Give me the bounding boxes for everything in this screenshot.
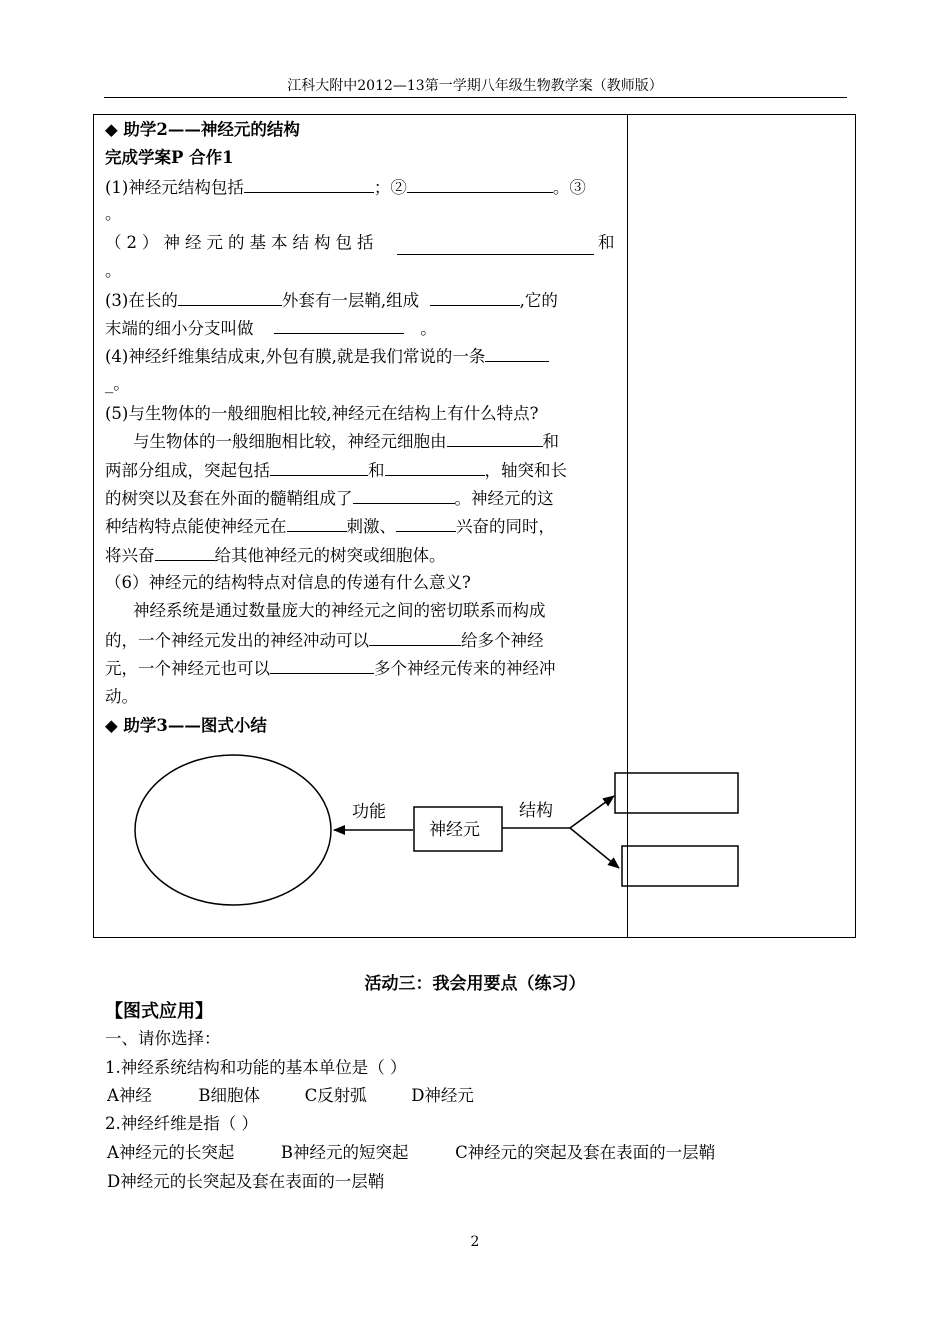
section-heading-neuron-structure: ◆ 助学2——神经元的结构 — [105, 120, 300, 139]
q3-text: ,它的 — [519, 291, 558, 310]
page-header: 江科大附中2012—13第一学期八年级生物教学案（教师版） — [287, 78, 663, 94]
q6-text: 给多个神经 — [461, 631, 544, 650]
q5-text: 和 — [368, 461, 385, 480]
section-heading-diagram-summary: ◆ 助学3——图式小结 — [105, 716, 267, 735]
option-b[interactable]: B神经元的短突起 — [280, 1143, 409, 1162]
question-2 — [105, 232, 379, 254]
practice-heading: 【图式应用】 — [105, 1001, 213, 1022]
option-a[interactable]: A神经元的长突起 — [107, 1143, 235, 1162]
answer-blank[interactable] — [396, 515, 456, 532]
q5-text: 和 — [542, 432, 559, 451]
answer-blank[interactable] — [270, 459, 368, 476]
option-a[interactable]: A神经 — [107, 1086, 152, 1105]
answer-5-line1 — [133, 430, 559, 453]
answer-blank[interactable] — [485, 345, 549, 362]
question-3 — [105, 289, 558, 312]
question-stem: 2.神经纤维是指（ ） — [105, 1114, 258, 1133]
answer-blank[interactable] — [369, 629, 461, 646]
option-b[interactable]: B细胞体 — [198, 1086, 261, 1105]
table-column-divider — [627, 114, 628, 938]
answer-blank[interactable] — [270, 657, 374, 674]
question-stem: 1.神经系统结构和功能的基本单位是（ ） — [105, 1058, 407, 1077]
answer-6-line3 — [105, 657, 556, 680]
header-rule — [104, 97, 847, 98]
answer-blank[interactable] — [274, 317, 404, 334]
function-label: 功能 — [352, 802, 386, 822]
answer-blank[interactable] — [430, 289, 520, 306]
answer-5-line4 — [105, 515, 555, 538]
answer-blank[interactable] — [244, 176, 374, 193]
answer-blank[interactable] — [353, 487, 455, 504]
question-1-end: 。 — [105, 204, 122, 223]
question-4 — [105, 345, 549, 368]
q5-text: 两部分组成，突起包括 — [105, 461, 270, 480]
answer-blank[interactable] — [385, 459, 485, 476]
answer-blank[interactable] — [178, 289, 282, 306]
page-number: 2 — [470, 1234, 480, 1250]
q6-text: 的，一个神经元发出的神经冲动可以 — [105, 631, 369, 650]
q5-text: 给其他神经元的树突或细胞体。 — [214, 546, 446, 565]
answer-5-line5 — [105, 544, 446, 567]
q1-text: ；② — [373, 178, 407, 197]
structure-label: 结构 — [519, 801, 553, 821]
question-4-end: _。 — [105, 374, 130, 393]
q5-text: 的树突以及套在外面的髓鞘组成了 — [105, 489, 353, 508]
q3-text: (3)在长的 — [105, 291, 178, 310]
q5-text: 种结构特点能使神经元在 — [105, 517, 287, 536]
answer-6-line1: 神经系统是通过数量庞大的神经元之间的密切联系而构成 — [133, 601, 546, 620]
q4-text: (4)神经纤维集结成束,外包有膜,就是我们常说的一条 — [105, 347, 486, 366]
answer-blank[interactable] — [287, 515, 347, 532]
option-list — [107, 1142, 715, 1164]
answer-blank[interactable] — [447, 430, 543, 447]
option-d[interactable]: D神经元 — [411, 1086, 474, 1105]
question-2-end: 。 — [105, 261, 122, 280]
question-5: (5)与生物体的一般细胞相比较,神经元在结构上有什么特点? — [105, 404, 539, 423]
q3-text: 末端的细小分支叫做 — [105, 319, 254, 338]
q3-text: 。 — [420, 319, 437, 338]
q5-text: 兴奋的同时， — [456, 517, 555, 536]
answer-blank[interactable] — [397, 238, 594, 255]
q5-text: 。神经元的这 — [454, 489, 554, 508]
q5-text: 刺激、 — [346, 517, 396, 536]
section-subheading: 完成学案P 合作1 — [105, 148, 234, 167]
activity-title: 活动三：我会用要点（练习） — [364, 974, 586, 994]
q6-text: 元，一个神经元也可以 — [105, 659, 270, 678]
practice-intro: 一、请你选择： — [105, 1029, 221, 1048]
option-d[interactable]: D神经元的长突起及套在表面的一层鞘 — [107, 1172, 385, 1191]
option-c[interactable]: C神经元的突起及套在表面的一层鞘 — [455, 1143, 716, 1162]
answer-5-line3 — [105, 487, 554, 510]
q5-text: 与生物体的一般细胞相比较，神经元细胞由 — [133, 432, 447, 451]
answer-blank[interactable] — [407, 176, 553, 193]
q2-and: 和 — [598, 233, 615, 252]
question-6: （6）神经元的结构特点对信息的传递有什么意义? — [105, 573, 471, 592]
question-3-line2 — [105, 317, 437, 340]
q5-text: 将兴奋 — [105, 546, 155, 565]
answer-blank[interactable] — [155, 544, 215, 561]
option-list — [107, 1085, 474, 1107]
neuron-box-label: 神经元 — [429, 820, 480, 840]
q2-text: （2）神经元的基本结构包括 — [105, 233, 379, 252]
answer-6-line2 — [105, 629, 544, 652]
q5-text: ，轴突和长 — [484, 461, 567, 480]
option-c[interactable]: C反射弧 — [304, 1086, 367, 1105]
answer-6-line4: 动。 — [105, 687, 138, 706]
q1-text: (1)神经元结构包括 — [105, 178, 244, 197]
q1-text: 。③ — [552, 178, 586, 197]
question-1 — [105, 176, 586, 199]
answer-5-line2 — [105, 459, 567, 482]
q3-text: 外套有一层鞘,组成 — [281, 291, 420, 310]
q6-text: 多个神经元传来的神经冲 — [374, 659, 556, 678]
